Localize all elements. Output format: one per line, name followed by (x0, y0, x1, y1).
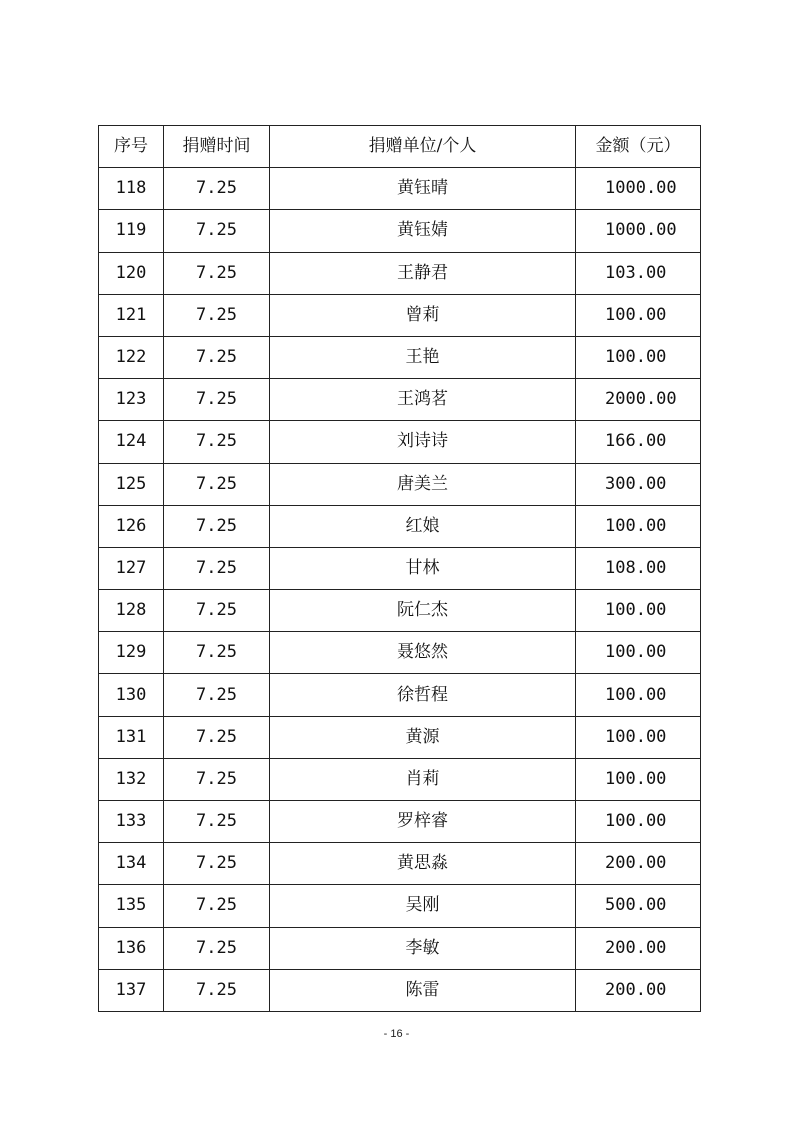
donor-name-cell: 红娘 (270, 505, 576, 547)
table-row (99, 801, 701, 843)
donation-date-cell: 7.25 (164, 252, 270, 294)
serial-number-cell: 125 (99, 463, 164, 505)
serial-number-cell: 120 (99, 252, 164, 294)
serial-number-cell: 122 (99, 336, 164, 378)
serial-number-cell: 127 (99, 547, 164, 589)
serial-number-cell: 121 (99, 294, 164, 336)
donation-date-cell: 7.25 (164, 843, 270, 885)
header-amount: 金额（元） (576, 126, 701, 168)
donor-name-cell: 罗梓睿 (270, 801, 576, 843)
donor-name-cell: 王艳 (270, 336, 576, 378)
amount-cell: 100.00 (576, 801, 701, 843)
donation-date-cell: 7.25 (164, 674, 270, 716)
donor-name-cell: 王鸿茗 (270, 379, 576, 421)
amount-cell: 1000.00 (576, 210, 701, 252)
amount-cell: 100.00 (576, 294, 701, 336)
amount-cell: 500.00 (576, 885, 701, 927)
amount-cell: 103.00 (576, 252, 701, 294)
amount-cell: 200.00 (576, 927, 701, 969)
amount-cell: 100.00 (576, 590, 701, 632)
table-row (99, 758, 701, 800)
header-row (99, 126, 701, 168)
donation-table (98, 125, 701, 1012)
table-row (99, 463, 701, 505)
amount-cell: 2000.00 (576, 379, 701, 421)
serial-number-cell: 119 (99, 210, 164, 252)
amount-cell: 1000.00 (576, 168, 701, 210)
donor-name-cell: 李敏 (270, 927, 576, 969)
amount-cell: 166.00 (576, 421, 701, 463)
donation-date-cell: 7.25 (164, 969, 270, 1011)
donor-name-cell: 肖莉 (270, 758, 576, 800)
amount-cell: 100.00 (576, 716, 701, 758)
serial-number-cell: 128 (99, 590, 164, 632)
serial-number-cell: 129 (99, 632, 164, 674)
amount-cell: 108.00 (576, 547, 701, 589)
donor-name-cell: 陈雷 (270, 969, 576, 1011)
table-row (99, 252, 701, 294)
serial-number-cell: 135 (99, 885, 164, 927)
donation-date-cell: 7.25 (164, 927, 270, 969)
table-header (99, 126, 701, 168)
header-serial-number: 序号 (99, 126, 164, 168)
donor-name-cell: 黄思淼 (270, 843, 576, 885)
table-row (99, 927, 701, 969)
donation-date-cell: 7.25 (164, 210, 270, 252)
donation-date-cell: 7.25 (164, 463, 270, 505)
table-row (99, 379, 701, 421)
donor-name-cell: 阮仁杰 (270, 590, 576, 632)
table-row (99, 843, 701, 885)
donation-date-cell: 7.25 (164, 801, 270, 843)
serial-number-cell: 137 (99, 969, 164, 1011)
serial-number-cell: 124 (99, 421, 164, 463)
amount-cell: 100.00 (576, 674, 701, 716)
donation-date-cell: 7.25 (164, 336, 270, 378)
serial-number-cell: 123 (99, 379, 164, 421)
donor-name-cell: 聂悠然 (270, 632, 576, 674)
donor-name-cell: 唐美兰 (270, 463, 576, 505)
donor-name-cell: 吴刚 (270, 885, 576, 927)
table-row (99, 716, 701, 758)
donor-name-cell: 刘诗诗 (270, 421, 576, 463)
amount-cell: 100.00 (576, 336, 701, 378)
serial-number-cell: 132 (99, 758, 164, 800)
donation-date-cell: 7.25 (164, 716, 270, 758)
donation-date-cell: 7.25 (164, 505, 270, 547)
donation-date-cell: 7.25 (164, 294, 270, 336)
table-row (99, 632, 701, 674)
donor-name-cell: 甘林 (270, 547, 576, 589)
amount-cell: 200.00 (576, 843, 701, 885)
donation-date-cell: 7.25 (164, 632, 270, 674)
serial-number-cell: 133 (99, 801, 164, 843)
table-row (99, 421, 701, 463)
serial-number-cell: 134 (99, 843, 164, 885)
serial-number-cell: 136 (99, 927, 164, 969)
serial-number-cell: 118 (99, 168, 164, 210)
donor-name-cell: 黄钰晴 (270, 168, 576, 210)
donor-name-cell: 黄钰婧 (270, 210, 576, 252)
donation-date-cell: 7.25 (164, 758, 270, 800)
header-donor: 捐赠单位/个人 (270, 126, 576, 168)
table-row (99, 590, 701, 632)
donation-date-cell: 7.25 (164, 421, 270, 463)
serial-number-cell: 130 (99, 674, 164, 716)
table-row (99, 294, 701, 336)
amount-cell: 300.00 (576, 463, 701, 505)
serial-number-cell: 131 (99, 716, 164, 758)
donor-name-cell: 徐哲程 (270, 674, 576, 716)
header-donation-date: 捐赠时间 (164, 126, 270, 168)
donor-name-cell: 曾莉 (270, 294, 576, 336)
donor-name-cell: 黄源 (270, 716, 576, 758)
table-row (99, 505, 701, 547)
donation-date-cell: 7.25 (164, 379, 270, 421)
donation-date-cell: 7.25 (164, 547, 270, 589)
table-row (99, 210, 701, 252)
table-row (99, 168, 701, 210)
amount-cell: 100.00 (576, 758, 701, 800)
amount-cell: 100.00 (576, 505, 701, 547)
table-row (99, 969, 701, 1011)
donation-date-cell: 7.25 (164, 168, 270, 210)
table-row (99, 885, 701, 927)
page-number: - 16 - (383, 1028, 410, 1040)
donation-date-cell: 7.25 (164, 885, 270, 927)
serial-number-cell: 126 (99, 505, 164, 547)
table-row (99, 336, 701, 378)
donation-date-cell: 7.25 (164, 590, 270, 632)
table-row (99, 674, 701, 716)
table-row (99, 547, 701, 589)
amount-cell: 100.00 (576, 632, 701, 674)
donor-name-cell: 王静君 (270, 252, 576, 294)
table-body (99, 168, 701, 1012)
amount-cell: 200.00 (576, 969, 701, 1011)
